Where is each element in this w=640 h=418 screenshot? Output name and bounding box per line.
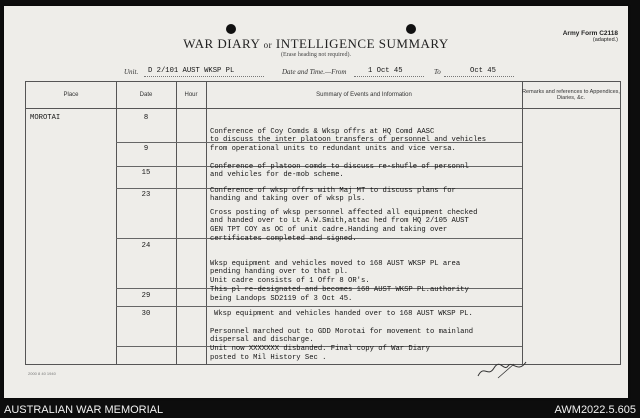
to-value: Oct 45: [470, 67, 496, 75]
column-header-place: Place: [63, 92, 79, 98]
entry-date: 8: [143, 114, 149, 122]
unit-value: D 2/101 AUST WKSP PL: [148, 67, 235, 75]
unit-label: Unit.: [124, 68, 139, 76]
entry-place: MOROTAI: [30, 114, 61, 122]
column-header-summary: Summary of Events and Information: [316, 92, 412, 98]
to-label: To: [434, 68, 441, 76]
archive-reference: AWM2022.5.605: [554, 404, 636, 416]
handwritten-signature: [474, 358, 534, 382]
diary-table: [25, 81, 621, 365]
from-dotted-line: [354, 76, 424, 77]
date-time-label: Date and Time.—From: [282, 68, 347, 76]
entry-date: 9: [143, 145, 149, 153]
printer-imprint: 2000 8 40 1940: [28, 371, 56, 376]
entry-summary: Personnel marched out to GDD Morotai for movement to mainland dispersal and discharge. Unit now XXXXXXX disbanded. Final copy of War Diary posted to Mil History Sec .: [210, 327, 474, 362]
entry-date: 29: [141, 292, 151, 300]
form-title: WAR DIARY or INTELLIGENCE SUMMARY: [183, 36, 449, 51]
entry-summary: Conference of Coy Comds & Wksp offrs at HQ Comd AASC to discuss the inter platoon transfers of personnel and vehicles from operational units to redundant units and vice versa.: [210, 127, 487, 154]
war-diary-page: [4, 6, 628, 398]
form-subtitle: (Erase heading not required).: [281, 52, 351, 58]
punch-hole: [406, 24, 416, 34]
punch-hole: [226, 24, 236, 34]
from-value: 1 Oct 45: [368, 67, 403, 75]
entry-summary: Cross posting of wksp personnel affected all equipment checked and handed over to Lt A.W.Smith,attac hed from HQ 2/105 AUST GEN TPT COY as OC of unit cadre.Handing and taking over certificates completed and signed.: [210, 208, 478, 243]
entry-date: 30: [141, 310, 151, 318]
unit-dotted-line: [144, 76, 264, 77]
entry-summary: Wksp equipment and vehicles moved to 168 AUST WKSP PL area pending handing over to that pl. Unit cadre consists of 1 Offr 8 OR's. This pl re-designated and becomes 168 AUST WKSP PL.authority being Landops SD2119 of 3 Oct 45.: [210, 259, 469, 303]
entry-date: 23: [141, 191, 151, 199]
column-header-date: Date: [139, 92, 153, 98]
entry-summary: Conference of wksp offrs with Maj MT to discuss plans for handing and taking over of wksp pls.: [210, 186, 456, 204]
entry-summary: Conference of platoon comds to discuss re-shufle of personnl and vehicles for de-mob scheme.: [210, 162, 469, 180]
entry-date: 24: [141, 242, 151, 250]
entry-summary: Wksp equipment and vehicles handed over to 168 AUST WKSP PL.: [214, 309, 473, 318]
column-header-hour: Hour: [184, 92, 198, 98]
entry-date: 15: [141, 169, 151, 177]
army-form-number: Army Form C2118 (adapted.): [562, 30, 618, 43]
column-header-remarks: Remarks and references to Appendices, Diaries, &c.: [522, 89, 620, 101]
to-dotted-line: [444, 76, 514, 77]
archive-caption: AUSTRALIAN WAR MEMORIAL: [4, 404, 164, 416]
